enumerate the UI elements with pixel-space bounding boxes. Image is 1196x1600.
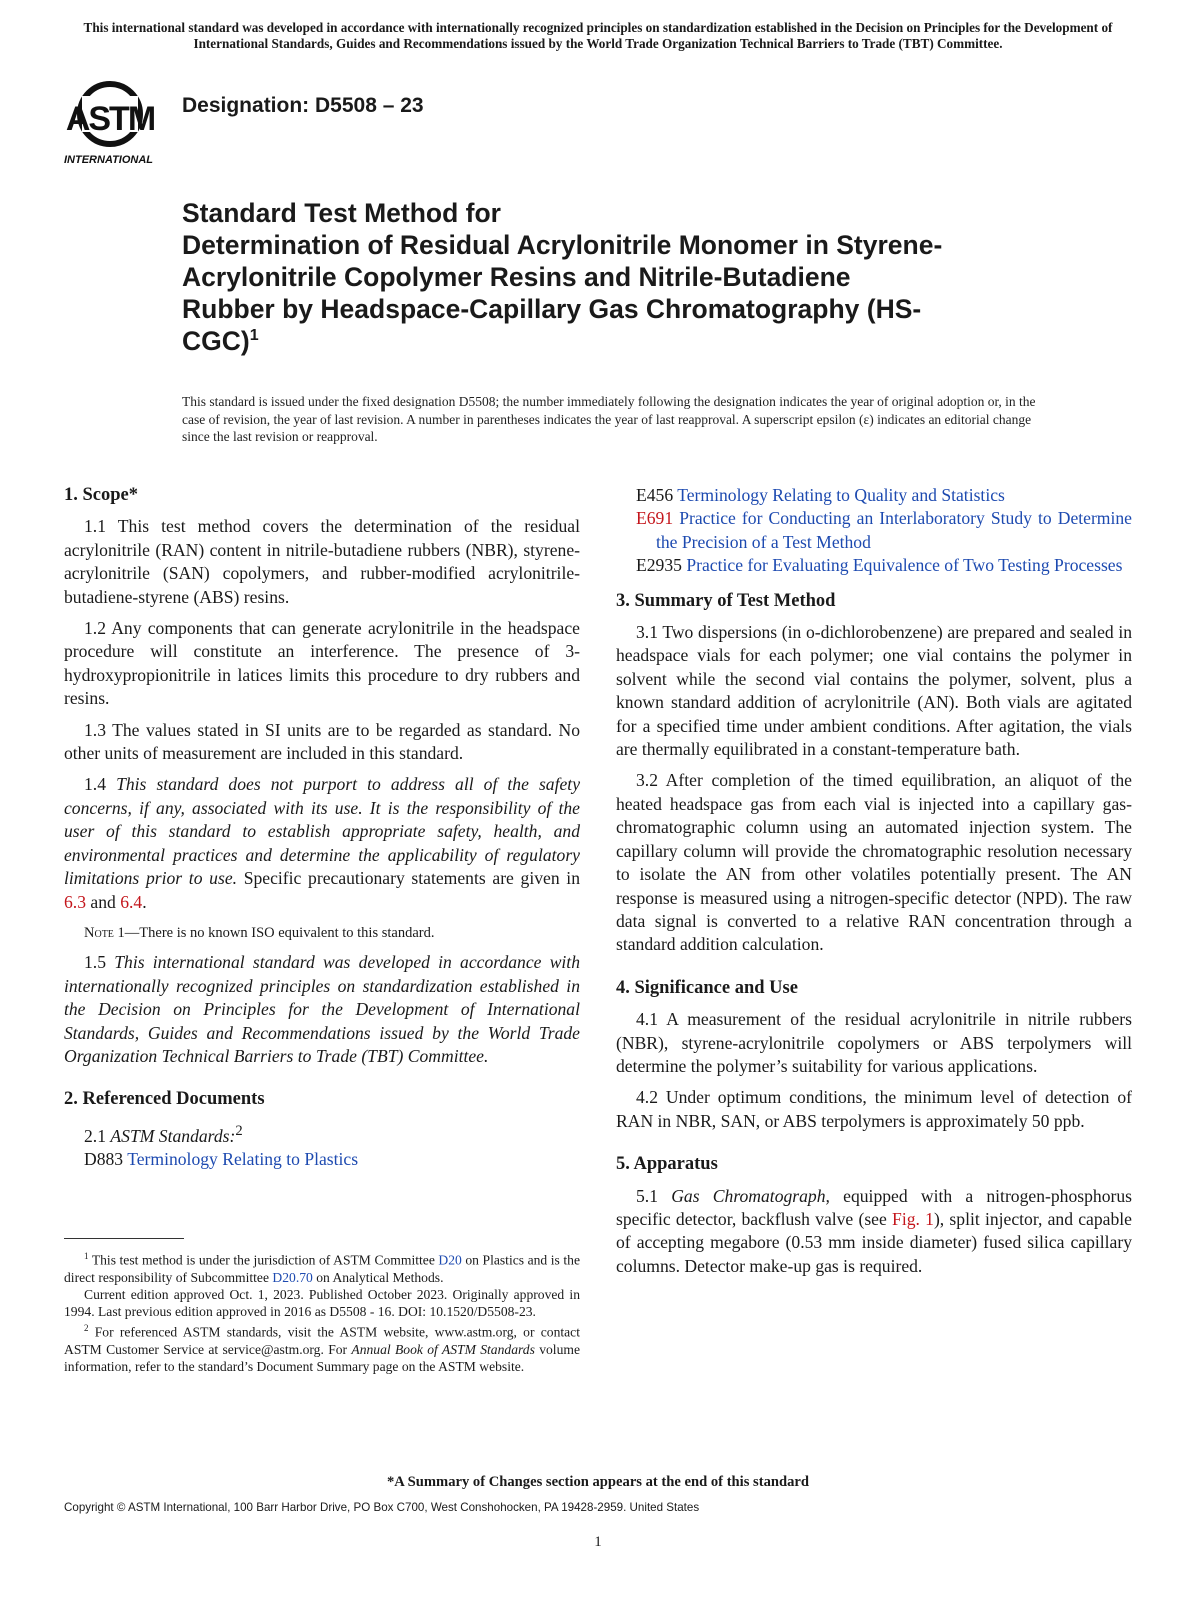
link-d883[interactable]: Terminology Relating to Plastics: [127, 1149, 359, 1170]
section-heading-scope: 1. Scope*: [64, 485, 138, 505]
astm-logo: [60, 74, 178, 170]
reference-d883: D883 Terminology Relating to Plastics: [84, 1149, 359, 1170]
title-line-4: Rubber by Headspace-Capillary Gas Chromatography (HS-: [182, 294, 922, 324]
link-e456[interactable]: Terminology Relating to Quality and Statistics: [677, 485, 1005, 505]
paragraph-1-5: 1.5 This international standard was developed in accordance with internationally recognized principles on standardization established in the Decision on Principles for the Development of International Standards, Guides and Recommendations issued by the World Trade Organization Technical Barriers to Trade (TBT) Committee.: [64, 952, 580, 1066]
link-6-4[interactable]: 6.4: [120, 891, 143, 912]
top-notice: This international standard was developed in accordance with internationally recognized principles on standardization established in the Decision on Principles for the Development of International Standards, Guides and Recommendations issued by the World Trade Organization Technical Barriers to Trade (TBT) Committee.: [83, 20, 1113, 51]
summary-of-changes-note: *A Summary of Changes section appears at the end of this standard: [386, 1474, 810, 1490]
link-e691[interactable]: Practice for Conducting an Interlaboratory Study to Determine the Precision of a Test Method: [656, 508, 1132, 552]
paragraph-3-1: 3.1 Two dispersions (in o-dichlorobenzene) are prepared and sealed in headspace vials for each polymer; one vial contains the polymer in solvent while the second vial contains the polymer, solvent, plus a known standard addition of acrylonitrile (AN). Both vials are agitated for a specified time under ambient conditions. After agitation, the vials are thermally equilibrated in a constant-temperature bath.: [616, 622, 1132, 760]
paragraph-1-4: 1.4 This standard does not purport to address all of the safety concerns, if any, associated with its use. It is the responsibility of the user of this standard to establish appropriate safety, health, and environmental practices and determine the applicability of regulatory limitations prior to use. Specific precautionary statements are given in 6.3 and 6.4.: [64, 774, 581, 912]
left-column: [64, 484, 580, 1171]
page-number: 1: [594, 1534, 602, 1550]
document-title: [182, 197, 1062, 357]
section-heading-significance: 4. Significance and Use: [616, 977, 798, 998]
paragraph-3-2: 3.2 After completion of the timed equilibration, an aliquot of the heated headspace gas from each vial is injected into a capillary gas-chromatographic column using an automated injection system. The capillary column will provide the chromatographic resolution necessary to isolate the AN from other volatiles potentially present. The AN response is measured using a nitrogen-specific detector (NPD). The raw data signal is converted to a relative RAN concentration through a standard addition calculation.: [616, 770, 1132, 955]
paragraph-1-2: 1.2 Any components that can generate acrylonitrile in the headspace procedure will constitute an interference. The presence of 3-hydroxypropionitrile in latices limits this procedure to dry rubbers and resins.: [64, 618, 580, 709]
link-6-3[interactable]: 6.3: [64, 891, 86, 912]
section-heading-referenced-documents: 2. Referenced Documents: [64, 1089, 265, 1110]
section-heading-apparatus: 5. Apparatus: [616, 1154, 718, 1175]
paragraph-4-2: 4.2 Under optimum conditions, the minimum level of detection of RAN in NBR, SAN, or ABS terpolymers is approximately 50 ppb.: [616, 1087, 1132, 1131]
paragraph-1-1: 1.1 This test method covers the determination of the residual acrylonitrile (RAN) content in nitrile-butadiene rubbers (NBR), styrene-acrylonitrile (SAN) copolymers, and rubber-modified acrylonitrile-butadiene-styrene (ABS) resins.: [64, 516, 580, 607]
paragraph-4-1: 4.1 A measurement of the residual acrylonitrile in nitrile rubbers (NBR), styrene-acrylonitrile copolymers or ABS terpolymers will determine the polymer’s suitability for various applications.: [616, 1009, 1132, 1076]
title-footnote-mark: 1: [249, 327, 259, 345]
link-fig-1[interactable]: Fig. 1: [892, 1208, 934, 1229]
reference-e2935: E2935 Practice for Evaluating Equivalence of Two Testing Processes: [636, 555, 1123, 576]
reference-e691: [616, 507, 1132, 554]
note-1: Note 1—There is no known ISO equivalent to this standard.: [84, 924, 435, 941]
designation: Designation: D5508 – 23: [182, 94, 424, 117]
paragraph-2-1: 2.1 ASTM Standards:$^2$: [84, 1122, 243, 1146]
footnotes: [64, 1248, 580, 1375]
right-column: [616, 484, 1132, 1286]
section-heading-summary: 3. Summary of Test Method: [616, 590, 836, 611]
footnote-1: $^1$ This test method is under the jurisdiction of ASTM Committee D20 on Plastics and is the direct responsibility of Subcommittee D20.70 on Analytical Methods.: [64, 1251, 580, 1285]
footnote-2: $^2$ For referenced ASTM standards, visit the ASTM website, www.astm.org, or contact ASTM Customer Service at service@astm.org. For Annual Book of ASTM Standards volume information, refer to the standard’s Document Summary page on the ASTM website.: [64, 1323, 580, 1375]
paragraph-1-3: 1.3 The values stated in SI units are to be regarded as standard. No other units of measurement are included in this standard.: [64, 719, 580, 764]
logo-subtext: INTERNATIONAL: [64, 154, 154, 166]
title-line-2: Determination of Residual Acrylonitrile Monomer in Styrene-: [182, 230, 943, 260]
reference-e456: E456 Terminology Relating to Quality and Statistics: [636, 485, 1005, 505]
link-d20-70[interactable]: D20.70: [272, 1269, 313, 1285]
logo-text: ASTM: [65, 100, 155, 138]
footnote-1-edition: Current edition approved Oct. 1, 2023. Published October 2023. Originally approved in 1994. Last previous edition approved in 2016 as D5508 - 16. DOI: 10.1520/D5508-23.: [64, 1286, 580, 1320]
astm-logo-icon: [60, 74, 178, 170]
footnote-divider: [64, 1238, 184, 1239]
title-line-3: Acrylonitrile Copolymer Resins and Nitrile-Butadiene: [182, 262, 851, 292]
paragraph-5-1: 5.1 Gas Chromatograph, equipped with a nitrogen-phosphorus specific detector, backflush valve (see Fig. 1), split injector, and capable of accepting megabore (0.53 mm inside diameter) fused silica capillary columns. Detector make-up gas is required.: [616, 1185, 1132, 1276]
issue-note: This standard is issued under the fixed designation D5508; the number immediately following the designation indicates the year of original adoption or, in the case of revision, the year of last revision. A number in parentheses indicates the year of last reapproval. A superscript epsilon (ε) indicates an editorial change since the last revision or reapproval.: [182, 394, 1036, 444]
copyright: Copyright © ASTM International, 100 Barr Harbor Drive, PO Box C700, West Conshohocken, PA 19428-2959. United States: [64, 1501, 700, 1514]
link-d20[interactable]: D20: [438, 1252, 462, 1268]
link-e2935[interactable]: Practice for Evaluating Equivalence of Two Testing Processes: [686, 555, 1123, 576]
link-e691-code[interactable]: E691: [636, 508, 674, 529]
title-line-1: Standard Test Method for: [182, 198, 501, 228]
title-line-5: CGC)$^1$: [182, 326, 259, 356]
